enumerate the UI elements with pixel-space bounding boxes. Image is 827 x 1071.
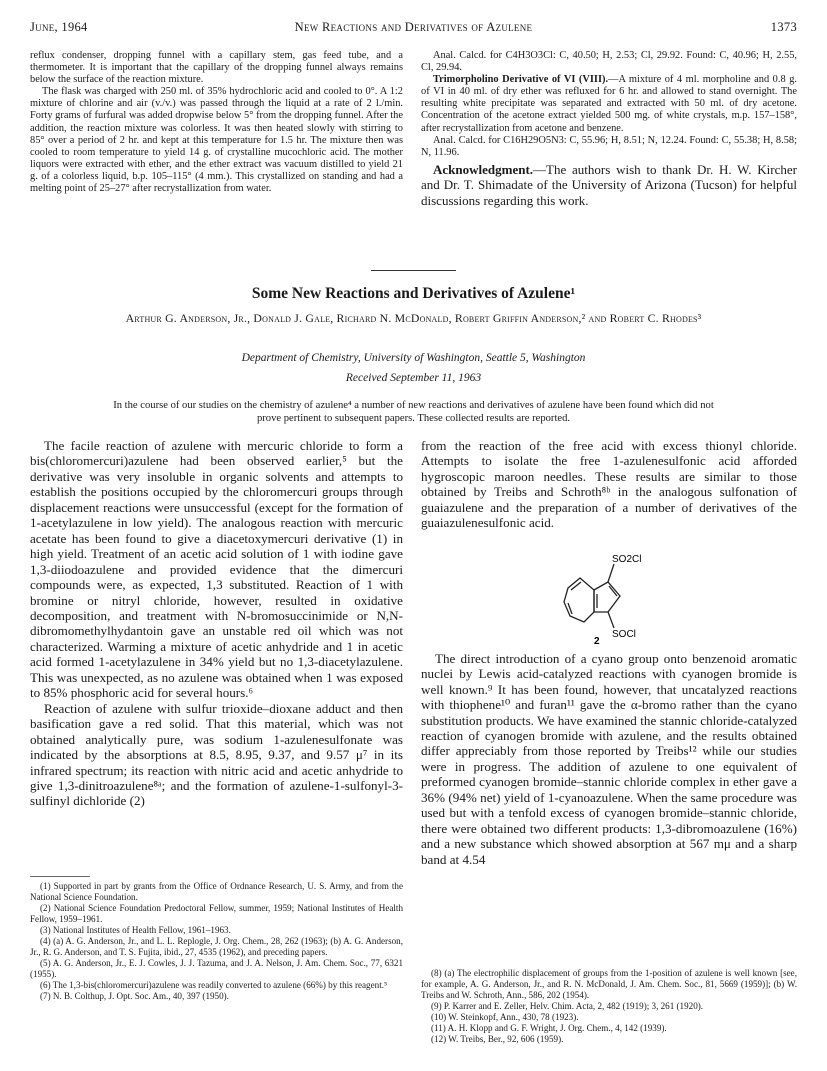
body-paragraph: from the reaction of the free acid with excess thionyl chloride. Attempts to isolate the free 1-azulenesulfonic acid afforded hygroscopic maroon needles. These results are similar to those obtained by Treibs and Schroth⁸ᵇ in the analogous sulfonation of guaiazulene and the preparation of a number of derivatives of the guaiazulenesulfonic acid. [421,438,797,531]
footnote: (7) N. B. Colthup, J. Opt. Soc. Am., 40, 397 (1950). [40,991,229,1001]
footnote: (4) (a) A. G. Anderson, Jr., and L. L. Replogle, J. Org. Chem., 28, 262 (1963); (b) A. G. Anderson, Jr., R. G. Anderson, and T. S. Fujita, ibid., 27, 4535 (1962), and preceding papers. [30,936,403,957]
footnote: (8) (a) The electrophilic displacement of groups from the 1-position of azulene is well known [see, for example, A. G. Anderson, Jr., and R. N. McDonald, J. Am. Chem. Soc., 81, 5669 (1959)]; (b) W. Treibs and W. Schroth, Ann., 586, 202 (1954). [421,968,797,1000]
previous-article-right-column [421,50,797,209]
experimental-paragraph: reflux condenser, dropping funnel with a capillary stem, gas feed tube, and a thermometer. It is important that the capillary of the dropping funnel always remains below the surface of the reaction mixture. [30,50,403,86]
analysis-text: Anal. Calcd. for C16H29O5N3: C, 55.96; H, 8.51; N, 12.24. Found: C, 55.38; H, 8.58; N, 11.96. [421,134,797,158]
footnote: (6) The 1,3-bis(chloromercuri)azulene was readily converted to azulene (66%) by this reagent.⁵ [40,980,388,990]
acknowledgment-text: —The authors wish to thank Dr. H. W. Kircher and Dr. T. Shimadate of the University of Arizona (Tucson) for helpful discussions regarding this work. [421,161,797,209]
chemical-structure-2 [550,550,670,645]
footnote: (12) W. Treibs, Ber., 92, 606 (1959). [431,1034,564,1044]
body-paragraph: The direct introduction of a cyano group onto benzenoid aromatic nuclei by Lewis acid-catalyzed reactions with cyanogen bromide is well known.⁹ It has been found, however, that uncatalyzed reactions with thiophene¹⁰ and furan¹¹ gave the α-bromo rather than the cyano substitution products. We have examined the stannic chloride-catalyzed reaction of cyanogen bromide with azulene, and the results obtained differ appreciably from those reported by Treibs¹² while our studies were in progress. The addition of azulene to one equivalent of preformed cyanogen bromide–stannic chloride complex in ether gave a 36% (94% net) yield of 1-cyanoazulene. When the same procedure was used but with a tenfold excess of cyanogen bromide–stannic chloride, there were obtained two different products: 1,3-dibromoazulene (16%) and a new substance which showed absorption at 567 mμ and a sharp band at 4.54 [421,650,797,867]
structure-label-sulfonyl: SO2Cl [612,554,642,565]
section-divider [371,270,456,271]
acknowledgment-heading: Acknowledgment. [433,161,534,177]
previous-article-left-column [30,50,403,195]
article-title: Some New Reactions and Derivatives of Azulene¹ [251,285,576,302]
five-ring [594,582,620,612]
page-number: 1373 [770,20,797,34]
seven-ring [564,578,594,622]
structure-label-sulfinyl: SOCl [612,629,636,640]
body-paragraph: Reaction of azulene with sulfur trioxide–dioxane adduct and then basification gave a red solid. That this material, which was not obtained analytically pure, was sodium 1-azulenesulfonate was indicated by the absorptions at 8.5, 8.95, 9.37, and 9.57 μ⁷ in its infrared spectrum; its reaction with nitric acid and acetic anhydride to give 1,3-dinitroazulene⁸ᵃ; and the formation of azulene-1-sulfonyl-3-sulfinyl dichloride (2) [30,700,403,809]
header-date: June, 1964 [30,20,88,34]
footnote-rule [30,876,90,877]
footnote: (9) P. Karrer and E. Zeller, Helv. Chim. Acta, 2, 482 (1919); 3, 261 (1920). [431,1001,704,1011]
acknowledgment [421,162,797,209]
main-left-column [30,438,403,809]
azulene-structure-drawing [550,550,670,645]
footnotes-right [421,968,797,1045]
footnote: (11) A. H. Klopp and G. F. Wright, J. Org. Chem., 4, 142 (1939). [431,1023,667,1033]
footnote: (1) Supported in part by grants from the Office of Ordnance Research, U. S. Army, and from the National Science Foundation. [30,881,403,902]
analysis-text: Anal. Calcd. for C4H3O3Cl: C, 40.50; H, 2.53; Cl, 29.92. Found: C, 40.96; H, 2.55, Cl, 29.94. [421,50,797,74]
running-header [30,20,797,36]
article-authors: Arthur G. Anderson, Jr., Donald J. Gale, Richard N. McDonald, Robert Griffin Anderson,² and Robert C. Rhodes³ [125,311,702,325]
article-affiliation: Department of Chemistry, University of Washington, Seattle 5, Washington [241,352,586,364]
main-right-column [421,438,797,867]
trimorpholino-paragraph [421,74,797,134]
received-date: Received September 11, 1963 [345,372,482,384]
footnote: (10) W. Steinkopf, Ann., 430, 78 (1923). [431,1012,579,1022]
header-title: New Reactions and Derivatives of Azulene [294,20,533,34]
footnotes-left [30,881,403,1002]
experimental-paragraph: The flask was charged with 250 ml. of 35% hydrochloric acid and cooled to 0°. A 1:2 mixture of chlorine and air (v./v.) was passed through the liquid at a rate of 2 l./min. Forty grams of furfural was added dropwise below 5° from the dropping funnel. After the addition, the reaction mixture was colorless. It was then heated slowly with stirring to 85° over a period of 2 hr. and kept at this temperature for 1.5 hr. The mixture then was cooled to room temperature to yield 14 g. of crystalline mucochloric acid. The mother liquors were extracted with ether, and the ether extract was vacuum distilled to yield 21 g. of a colorless liquid, b.p. 105–115° (4 mm.). This crystallized on standing and had a melting point of 25–27° after recrystallization from water. [30,86,403,195]
trimorpholino-text: —A mixture of 4 ml. morpholine and 0.8 g. of VI in 40 ml. of dry ether was refluxed for 6 hr. and allowed to stand overnight. The resulting white precipitate was separated and extracted with 50 ml. of dry acetone. Concentration of the acetone extract yielded 500 mg. of white crystals, m.p. 157–158°, after recrystallization from acetone and benzene. [421,74,797,134]
abstract: In the course of our studies on the chemistry of azulene⁴ a number of new reactions and derivatives of azulene have been found which did not prove pertinent to subsequent papers. These collected results are reported. [113,400,714,424]
footnote: (5) A. G. Anderson, Jr., E. J. Cowles, J. J. Tazuma, and J. A. Nelson, J. Am. Chem. Soc., 77, 6321 (1955). [30,958,403,979]
footnote: (3) National Institutes of Health Fellow, 1961–1963. [40,925,231,935]
compound-number: 2 [594,636,600,645]
trimorpholino-heading: Trimorpholino Derivative of VI (VIII). [433,74,609,86]
footnote: (2) National Science Foundation Predoctoral Fellow, summer, 1959; National Institutes of Health Fellow, 1959–1961. [30,903,403,924]
body-paragraph: The facile reaction of azulene with mercuric chloride to form a bis(chloromercuri)azulene had been observed earlier,⁵ but the derivative was very insoluble in organic solvents and attempts to establish the positions occupied by the chloromercuri groups through displacement reactions were unsuccessful (except for the formation of 1-acetylazulene in low yield). The analogous reaction with mercuric acetate has been found to give a diacetoxymercuri derivative (1) in high yield. Treatment of an acetic acid solution of 1 with iodine gave 1,3-diiodoazulene and provided evidence that the dimercuri compounds were, as expected, 1,3 substituted. Reaction of 1 with bromine or nitryl chloride, however, resulted in oxidative decomposition, and treatment with N-bromosuccinimide or N,N-dibromomethylhydantoin gave an unstable red oil which was not characterized. Warming a mixture of acetic anhydride and 1 in acetic acid formed 1-acetylazulene in 34% yield but no 1,3-diacetylazulene. This was unexpected, as no azulene was obtained when 1 was exposed to 85% phosphoric acid for several hours.⁶ [30,438,403,701]
